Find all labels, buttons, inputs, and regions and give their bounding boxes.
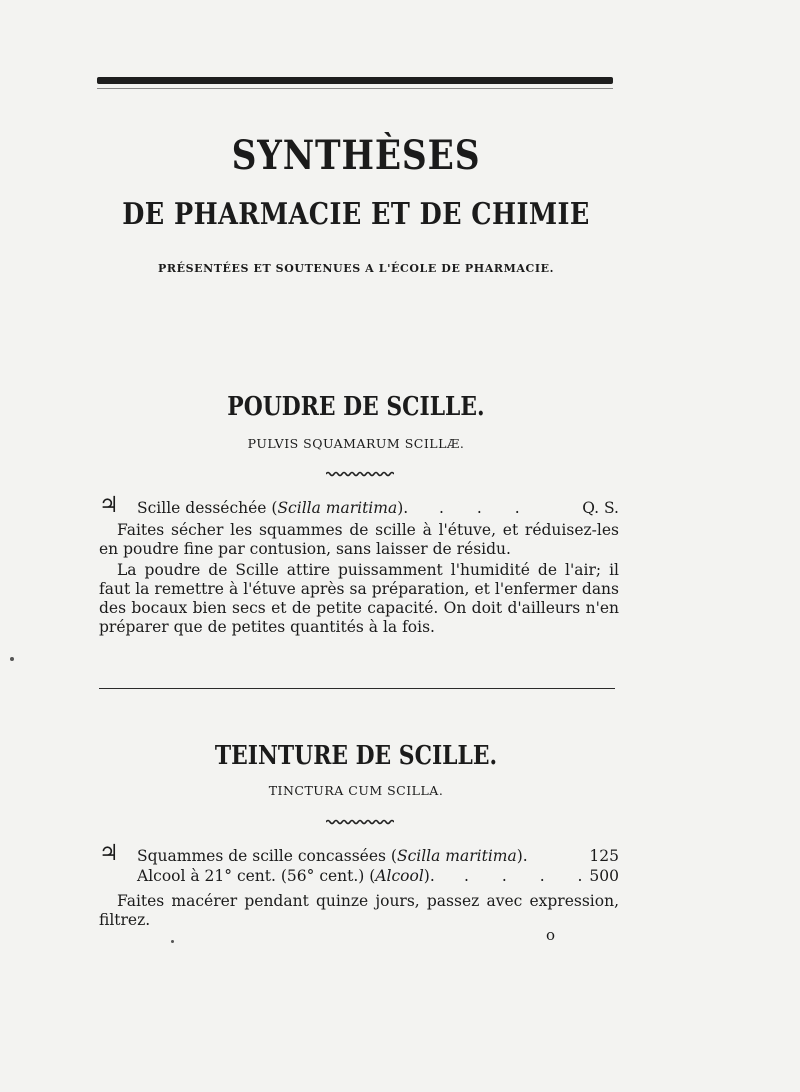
presented-line: PRÉSENTÉES ET SOUTENUES A L'ÉCOLE DE PHARMACIE. xyxy=(157,262,555,275)
ingredient-quantity: 125 xyxy=(589,847,619,865)
ingredient-quantity: Q. S. xyxy=(582,499,619,517)
paper-speck xyxy=(171,940,174,943)
recipe-symbol-icon: ♃ xyxy=(99,492,119,518)
recipe-line xyxy=(99,492,619,519)
page-title: SYNTHÈSES xyxy=(231,132,481,179)
squiggle-divider-icon xyxy=(326,819,394,825)
top-double-rule xyxy=(97,77,613,84)
section-heading-poudre: POUDRE DE SCILLE. xyxy=(227,392,485,422)
paper-speck xyxy=(10,657,14,661)
paragraph: Faites macérer pendant quinze jours, passez avec expression, filtrez. xyxy=(99,892,619,929)
signature-letter: o xyxy=(546,926,556,944)
paragraph: Faites sécher les squammes de scille à l'étuve, et réduisez-les en poudre fine par contusion, sans laisser de résidu. xyxy=(99,521,619,558)
leader-dots: . . . . xyxy=(464,867,597,885)
section-heading-teinture: TEINTURE DE SCILLE. xyxy=(214,741,498,771)
recipe-line xyxy=(99,840,619,867)
section-latin-poudre: PULVIS SQUAMARUM SCILLÆ. xyxy=(247,436,465,451)
section-divider xyxy=(99,688,615,689)
ingredient-name: Squammes de scille concassées (Scilla maritima). xyxy=(137,847,528,865)
ingredient-quantity: 500 xyxy=(589,867,619,885)
page-subtitle: DE PHARMACIE ET DE CHIMIE xyxy=(122,197,590,232)
paragraph: La poudre de Scille attire puissamment l'humidité de l'air; il faut la remettre à l'étuve après sa préparation, et l'enfermer dans des bocaux bien secs et de petite capacité. On doit d'ailleurs n'en préparer que de petites quantités à la fois. xyxy=(99,561,619,636)
section-latin-teinture: TINCTURA CUM SCILLA. xyxy=(268,783,444,798)
recipe-teinture xyxy=(99,840,619,887)
leader-dots: . . . xyxy=(439,499,534,517)
squiggle-divider-icon xyxy=(326,471,394,477)
recipe-poudre xyxy=(99,492,619,519)
recipe-line xyxy=(99,867,619,887)
recipe-symbol-icon: ♃ xyxy=(99,840,119,866)
ingredient-name: Alcool à 21° cent. (56° cent.) (Alcool). xyxy=(137,867,435,885)
ingredient-name: Scille desséchée (Scilla maritima). xyxy=(137,499,409,517)
